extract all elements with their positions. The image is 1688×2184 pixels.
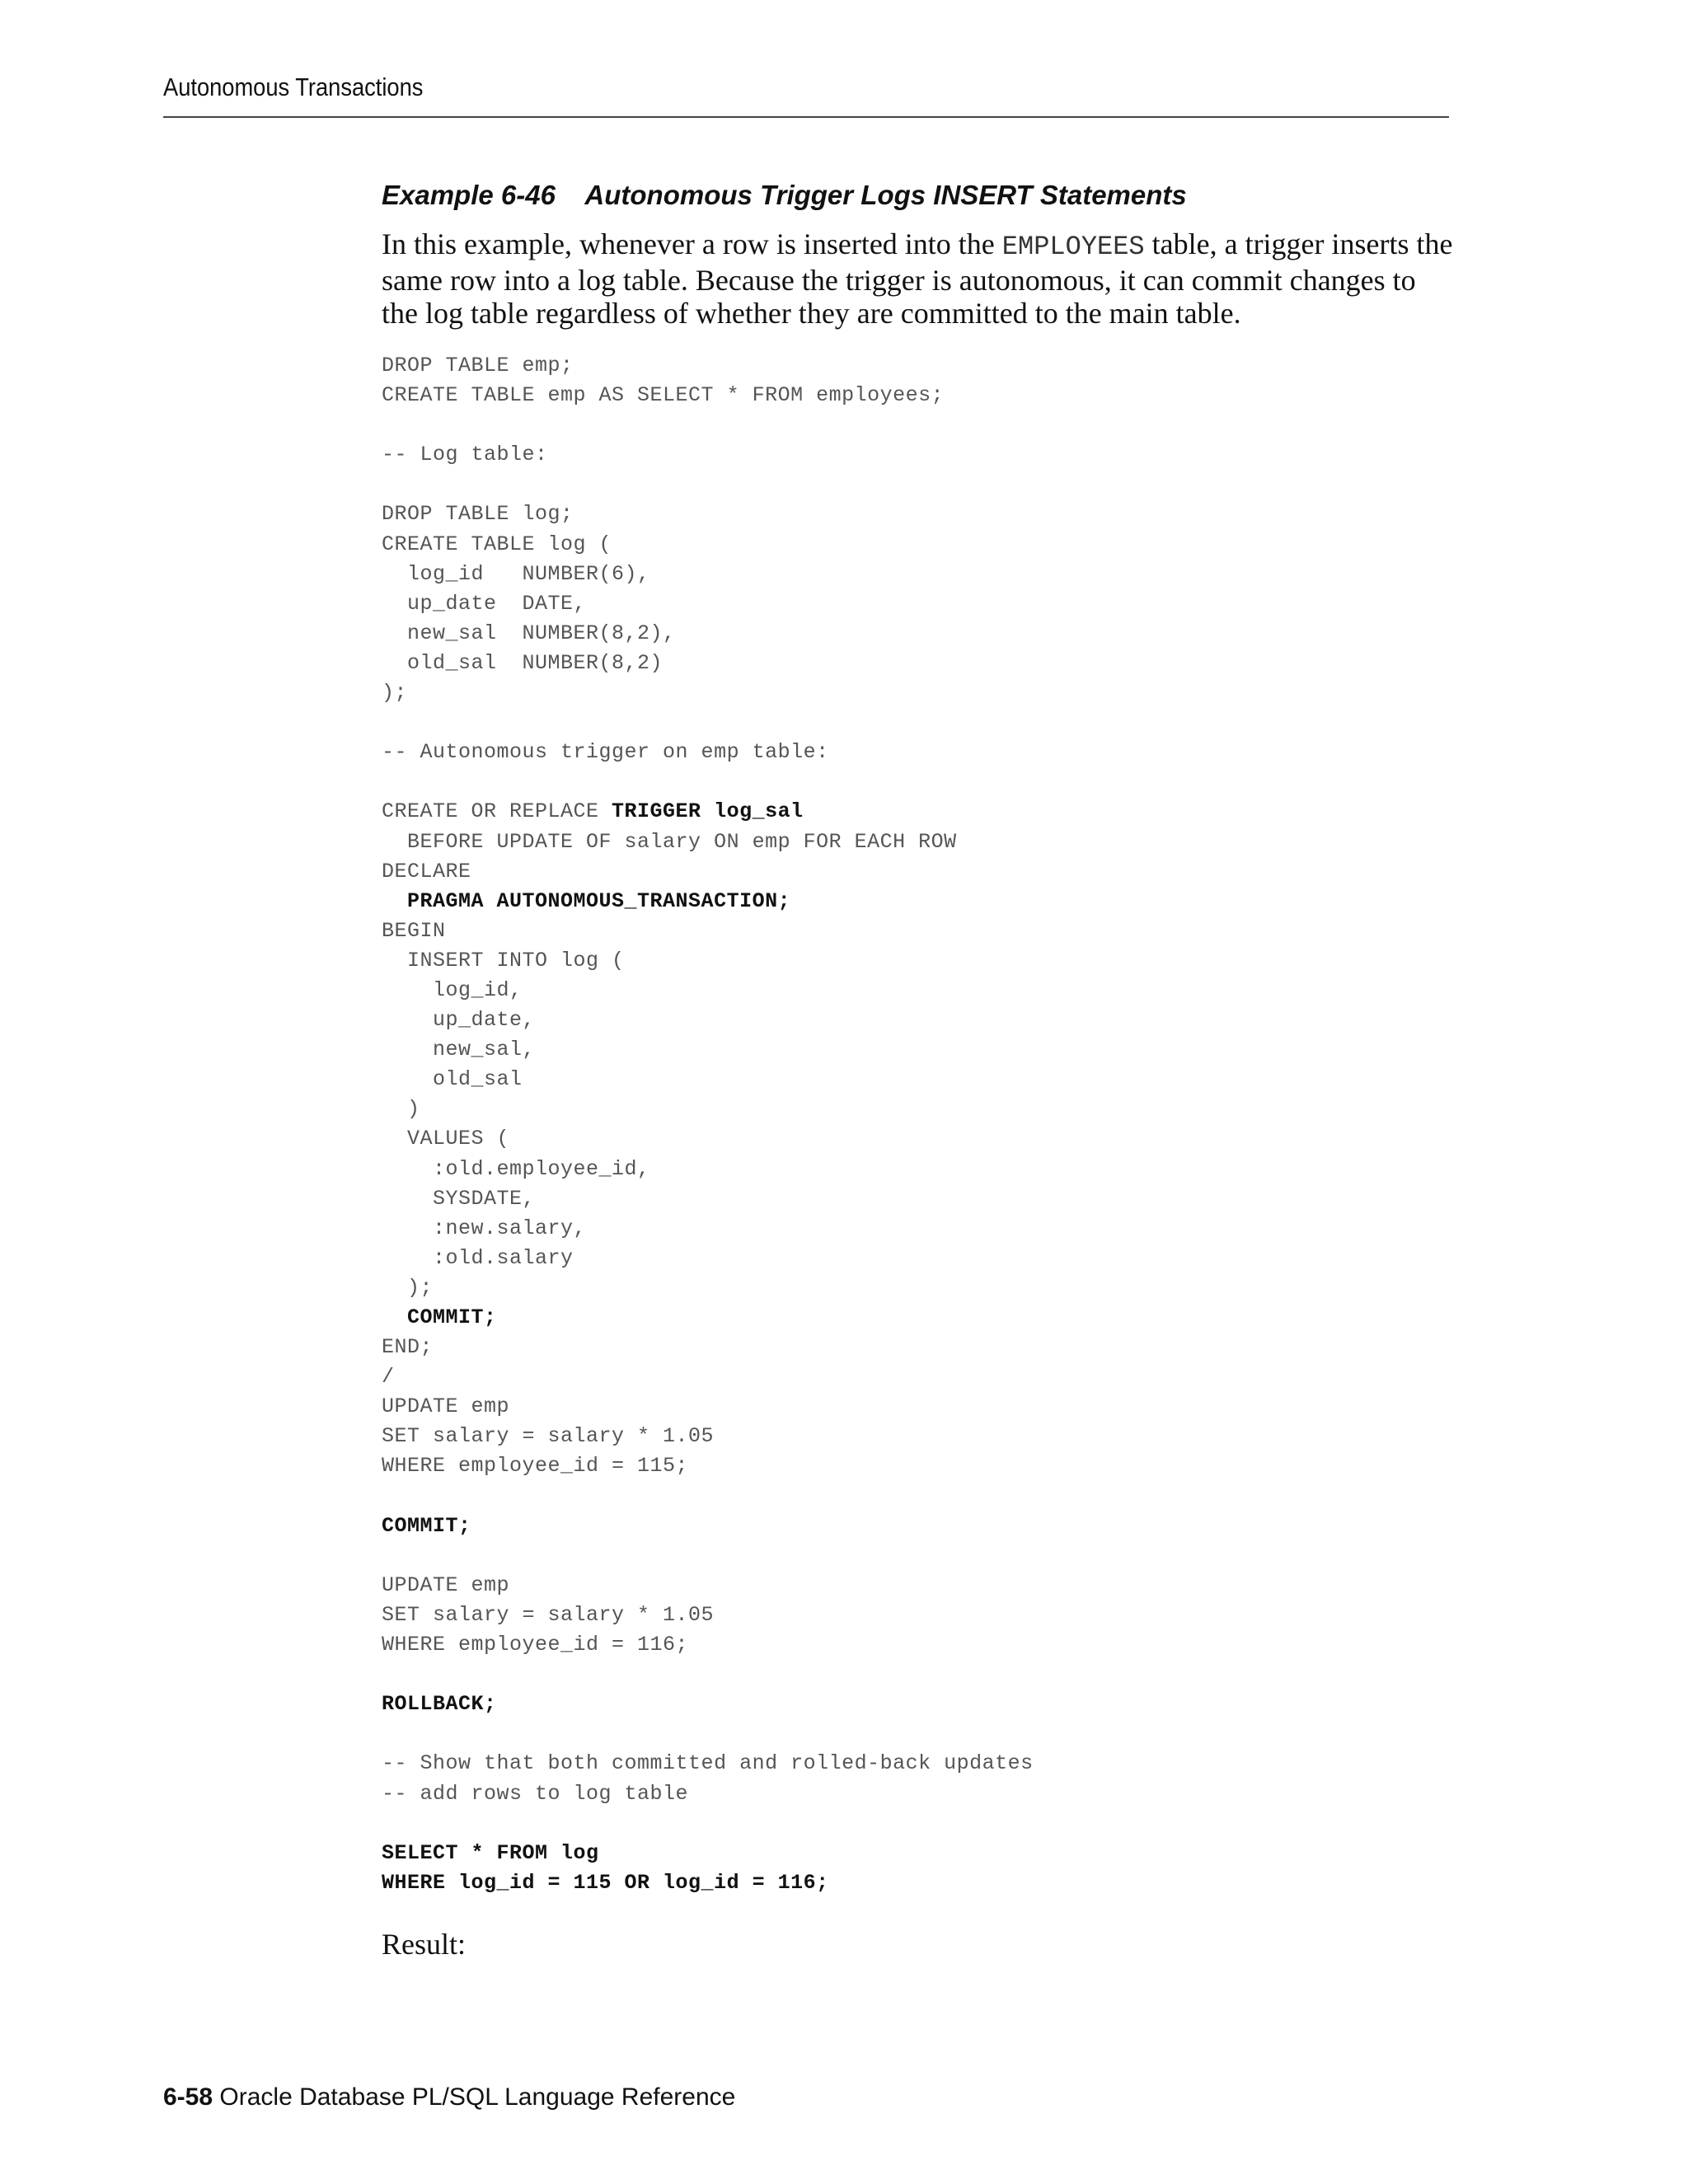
code-bold-pragma: PRAGMA AUTONOMOUS_TRANSACTION; [382, 888, 791, 913]
code-bold-commit: COMMIT; [382, 1513, 471, 1538]
code-line: CREATE TABLE emp AS SELECT * FROM employees; [382, 383, 945, 408]
code-line: WHERE employee_id = 116; [382, 1633, 689, 1657]
code-line: ); [382, 681, 408, 705]
book-title: Oracle Database PL/SQL Language Reference [219, 2083, 736, 2111]
code-bold-commit: COMMIT; [382, 1305, 497, 1329]
code-line: BEFORE UPDATE OF salary ON emp FOR EACH ROW [382, 829, 957, 854]
code-line: BEGIN [382, 918, 446, 943]
code-line: :new.salary, [382, 1216, 587, 1240]
code-line: VALUES ( [382, 1127, 510, 1151]
intro-code-employees: EMPLOYEES [1001, 232, 1145, 262]
code-line: UPDATE emp [382, 1394, 510, 1419]
code-line: up_date, [382, 1008, 536, 1033]
code-line: INSERT INTO log ( [382, 948, 625, 972]
code-line: new_sal, [382, 1038, 536, 1062]
code-bold-select: SELECT * FROM log [382, 1840, 599, 1865]
intro-text-after: table, a trigger inserts the same row into a log table. Because the trigger is autonomous, it can commit changes to the log table regardless of whether they are committed to the main table. [382, 227, 1453, 330]
code-line: :old.employee_id, [382, 1156, 650, 1181]
code-comment: -- add rows to log table [382, 1781, 689, 1806]
code-comment: -- Autonomous trigger on emp table: [382, 740, 829, 765]
code-line: END; [382, 1335, 434, 1360]
code-line: SYSDATE, [382, 1186, 536, 1211]
code-line: SET salary = salary * 1.05 [382, 1424, 715, 1449]
code-line: old_sal [382, 1067, 523, 1092]
code-line: new_sal NUMBER(8,2), [382, 621, 676, 645]
code-line: UPDATE emp [382, 1572, 510, 1597]
code-comment: -- Log table: [382, 443, 548, 467]
code-line: / [382, 1365, 395, 1390]
code-line: WHERE employee_id = 115; [382, 1454, 689, 1479]
header-divider [163, 116, 1449, 118]
code-comment: -- Show that both committed and rolled-back updates [382, 1751, 1034, 1776]
code-listing [382, 351, 1034, 1898]
result-label: Result: [382, 1928, 467, 1961]
code-line: old_sal NUMBER(8,2) [382, 650, 663, 675]
code-line: log_id, [382, 977, 523, 1002]
code-line: SET salary = salary * 1.05 [382, 1602, 715, 1627]
code-line: :old.salary [382, 1245, 574, 1270]
code-line: DECLARE [382, 859, 471, 883]
code-line: up_date DATE, [382, 591, 587, 616]
code-line: DROP TABLE log; [382, 502, 574, 527]
code-bold-where: WHERE log_id = 115 OR log_id = 116; [382, 1870, 829, 1895]
code-line: DROP TABLE emp; [382, 354, 574, 377]
code-line: ) [382, 1097, 420, 1122]
code-line: log_id NUMBER(6), [382, 561, 650, 586]
running-header: Autonomous Transactions [163, 73, 424, 101]
code-line: ); [382, 1275, 434, 1300]
code-line: CREATE OR REPLACE [382, 799, 612, 824]
example-intro-paragraph [382, 227, 1453, 330]
page-footer [163, 2083, 735, 2111]
code-bold-trigger-name: TRIGGER log_sal [612, 799, 804, 824]
intro-text-before: In this example, whenever a row is inserted into the [382, 227, 1002, 260]
page-number: 6-58 [163, 2083, 213, 2111]
example-title: Example 6-46 Autonomous Trigger Logs INSERT Statements [382, 180, 1187, 210]
code-line: CREATE TABLE log ( [382, 532, 612, 556]
code-bold-rollback: ROLLBACK; [382, 1692, 497, 1717]
